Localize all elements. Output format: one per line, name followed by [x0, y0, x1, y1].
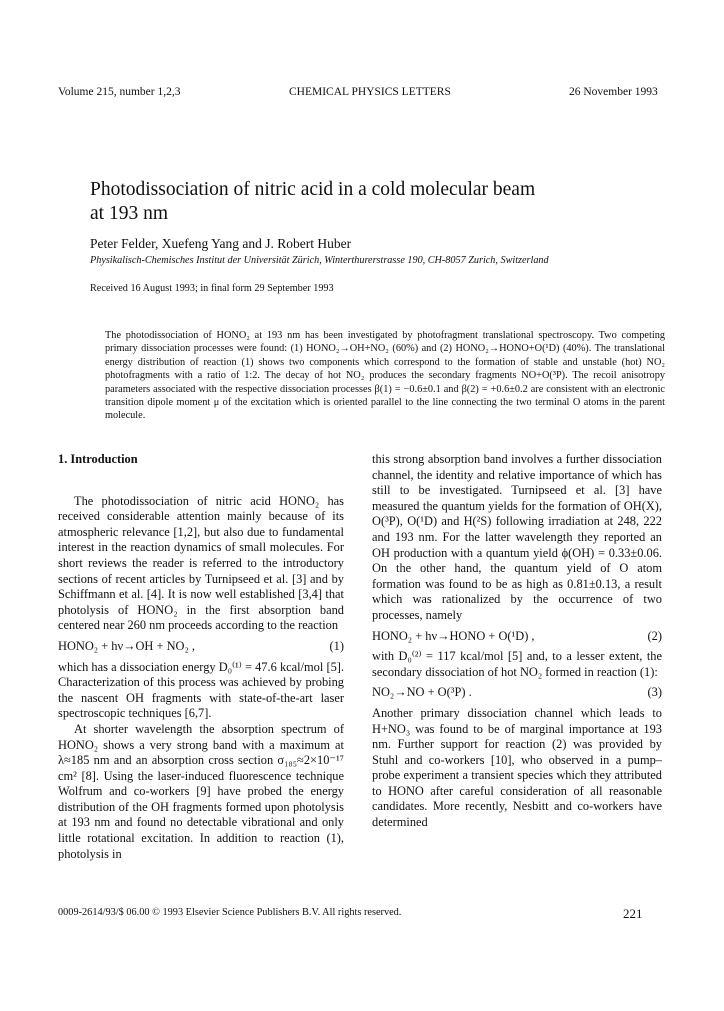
equation-number: (2) — [647, 628, 662, 643]
equation-number: (1) — [329, 638, 344, 653]
copyright-line: 0009-2614/93/$ 06.00 © 1993 Elsevier Science Publishers B.V. All rights reserved. — [58, 907, 402, 918]
paragraph: this strong absorption band involves a further dissociation channel, the identity and relative importance of which has still to be investigated. Turnipseed et al. [3] have measured the quantum yields for the formation of OH(X), O(³P), O(¹D) and H(²S) following irradiation at 248, 222 and 193 nm. For the latter wavelength they reported an OH production with a quantum yield ϕ(OH) = 0.33±0.06. On the other hand, the quantum yield of O atom formation was found to be as high as 0.81±0.13, a result which was rationalized by the occurrence of two processes, namely — [372, 452, 662, 622]
paragraph: The photodissociation of nitric acid HONO₂ has received considerable attention mainly because of its atmospheric relevance [1,2], but also due to fundamental interest in the reaction dynamics of small molecules. For short reviews the reader is referred to the introductory sections of recent articles by Turnipseed et al. [3] and by Schiffmann et al. [4]. It is now well established [3,4] that photolysis of HONO₂ in the first absorption band centered near 260 nm proceeds according to the reaction — [58, 493, 344, 633]
paragraph: which has a dissociation energy D₀⁽¹⁾ = 47.6 kcal/mol [5]. Characterization of this process was achieved by probing the nascent OH fragments with state-of-the-art laser spectroscopic techniques [6,7]. — [58, 659, 344, 721]
page-number: 221 — [623, 906, 643, 921]
paragraph: with D₀⁽²⁾ = 117 kcal/mol [5] and, to a lesser extent, the secondary dissociation of hot NO₂ formed in reaction (1): — [372, 649, 662, 679]
right-column — [372, 452, 662, 831]
abstract: The photodissociation of HONO₂ at 193 nm has been investigated by photofragment translational spectroscopy. Two competing primary dissociation processes were found: (1) HONO₂→OH+NO₂ (60%) and (2) HONO₂→HONO+O(¹D) (40%). The translational energy distribution of reaction (1) shows two components which correspond to the formation of stable and unstable (hot) NO₂ photofragments with a ratio of 1:2. The decay of hot NO₂ produces the secondary fragments NO+O(³P). The recoil anisotropy parameters associated with the respective dissociation processes β(1) = −0.6±0.1 and β(2) = +0.6±0.2 are consistent with an electronic transition dipole moment μ of the excitation which is oriented parallel to the line connecting the two terminal O atoms in the parent molecule. — [105, 330, 665, 422]
volume-info: Volume 215, number 1,2,3 — [58, 86, 181, 98]
title-line-2: at 193 nm — [90, 203, 168, 224]
left-column — [58, 452, 344, 862]
equation-2 — [372, 629, 662, 645]
journal-name: CHEMICAL PHYSICS LETTERS — [289, 86, 451, 98]
equation-text: NO₂→NO + O(³P) . — [372, 685, 472, 700]
affiliation: Physikalisch-Chemisches Institut der Universität Zürich, Winterthurerstrasse 190, CH-8057 Zurich, Switzerland — [90, 255, 549, 266]
received-dates: Received 16 August 1993; in final form 29 September 1993 — [90, 283, 334, 294]
equation-3 — [372, 685, 662, 701]
equation-1 — [58, 639, 344, 655]
equation-text: HONO₂ + hν→HONO + O(¹D) , — [372, 628, 535, 643]
authors: Peter Felder, Xuefeng Yang and J. Robert Huber — [90, 236, 352, 251]
equation-text: HONO₂ + hν→OH + NO₂ , — [58, 638, 195, 653]
section-heading: 1. Introduction — [58, 452, 138, 466]
issue-date: 26 November 1993 — [569, 86, 658, 98]
article-title — [90, 178, 650, 226]
paragraph: Another primary dissociation channel which leads to H+NO₃ was found to be of marginal importance at 193 nm. Further support for reaction (2) was provided by Stuhl and co-workers [10], who observed in a pump–probe experiment a transient species which they attributed to HONO after careful consideration of all reasonable candidates. More recently, Nesbitt and co-workers have determined — [372, 705, 662, 830]
paragraph: At shorter wavelength the absorption spectrum of HONO₂ shows a very strong band with a maximum at λ≈185 nm and an absorption cross section σ₁₈₅≈2×10⁻¹⁷ cm² [8]. Using the laser-induced fluorescence technique Wolfrum and co-workers [9] have probed the energy distribution of the OH fragments formed upon photolysis at 193 nm and found no detectable vibrational and only little rotational excitation. In addition to reaction (1), photolysis in — [58, 721, 344, 861]
equation-number: (3) — [647, 685, 662, 700]
title-line-1: Photodissociation of nitric acid in a cold molecular beam — [90, 179, 536, 200]
